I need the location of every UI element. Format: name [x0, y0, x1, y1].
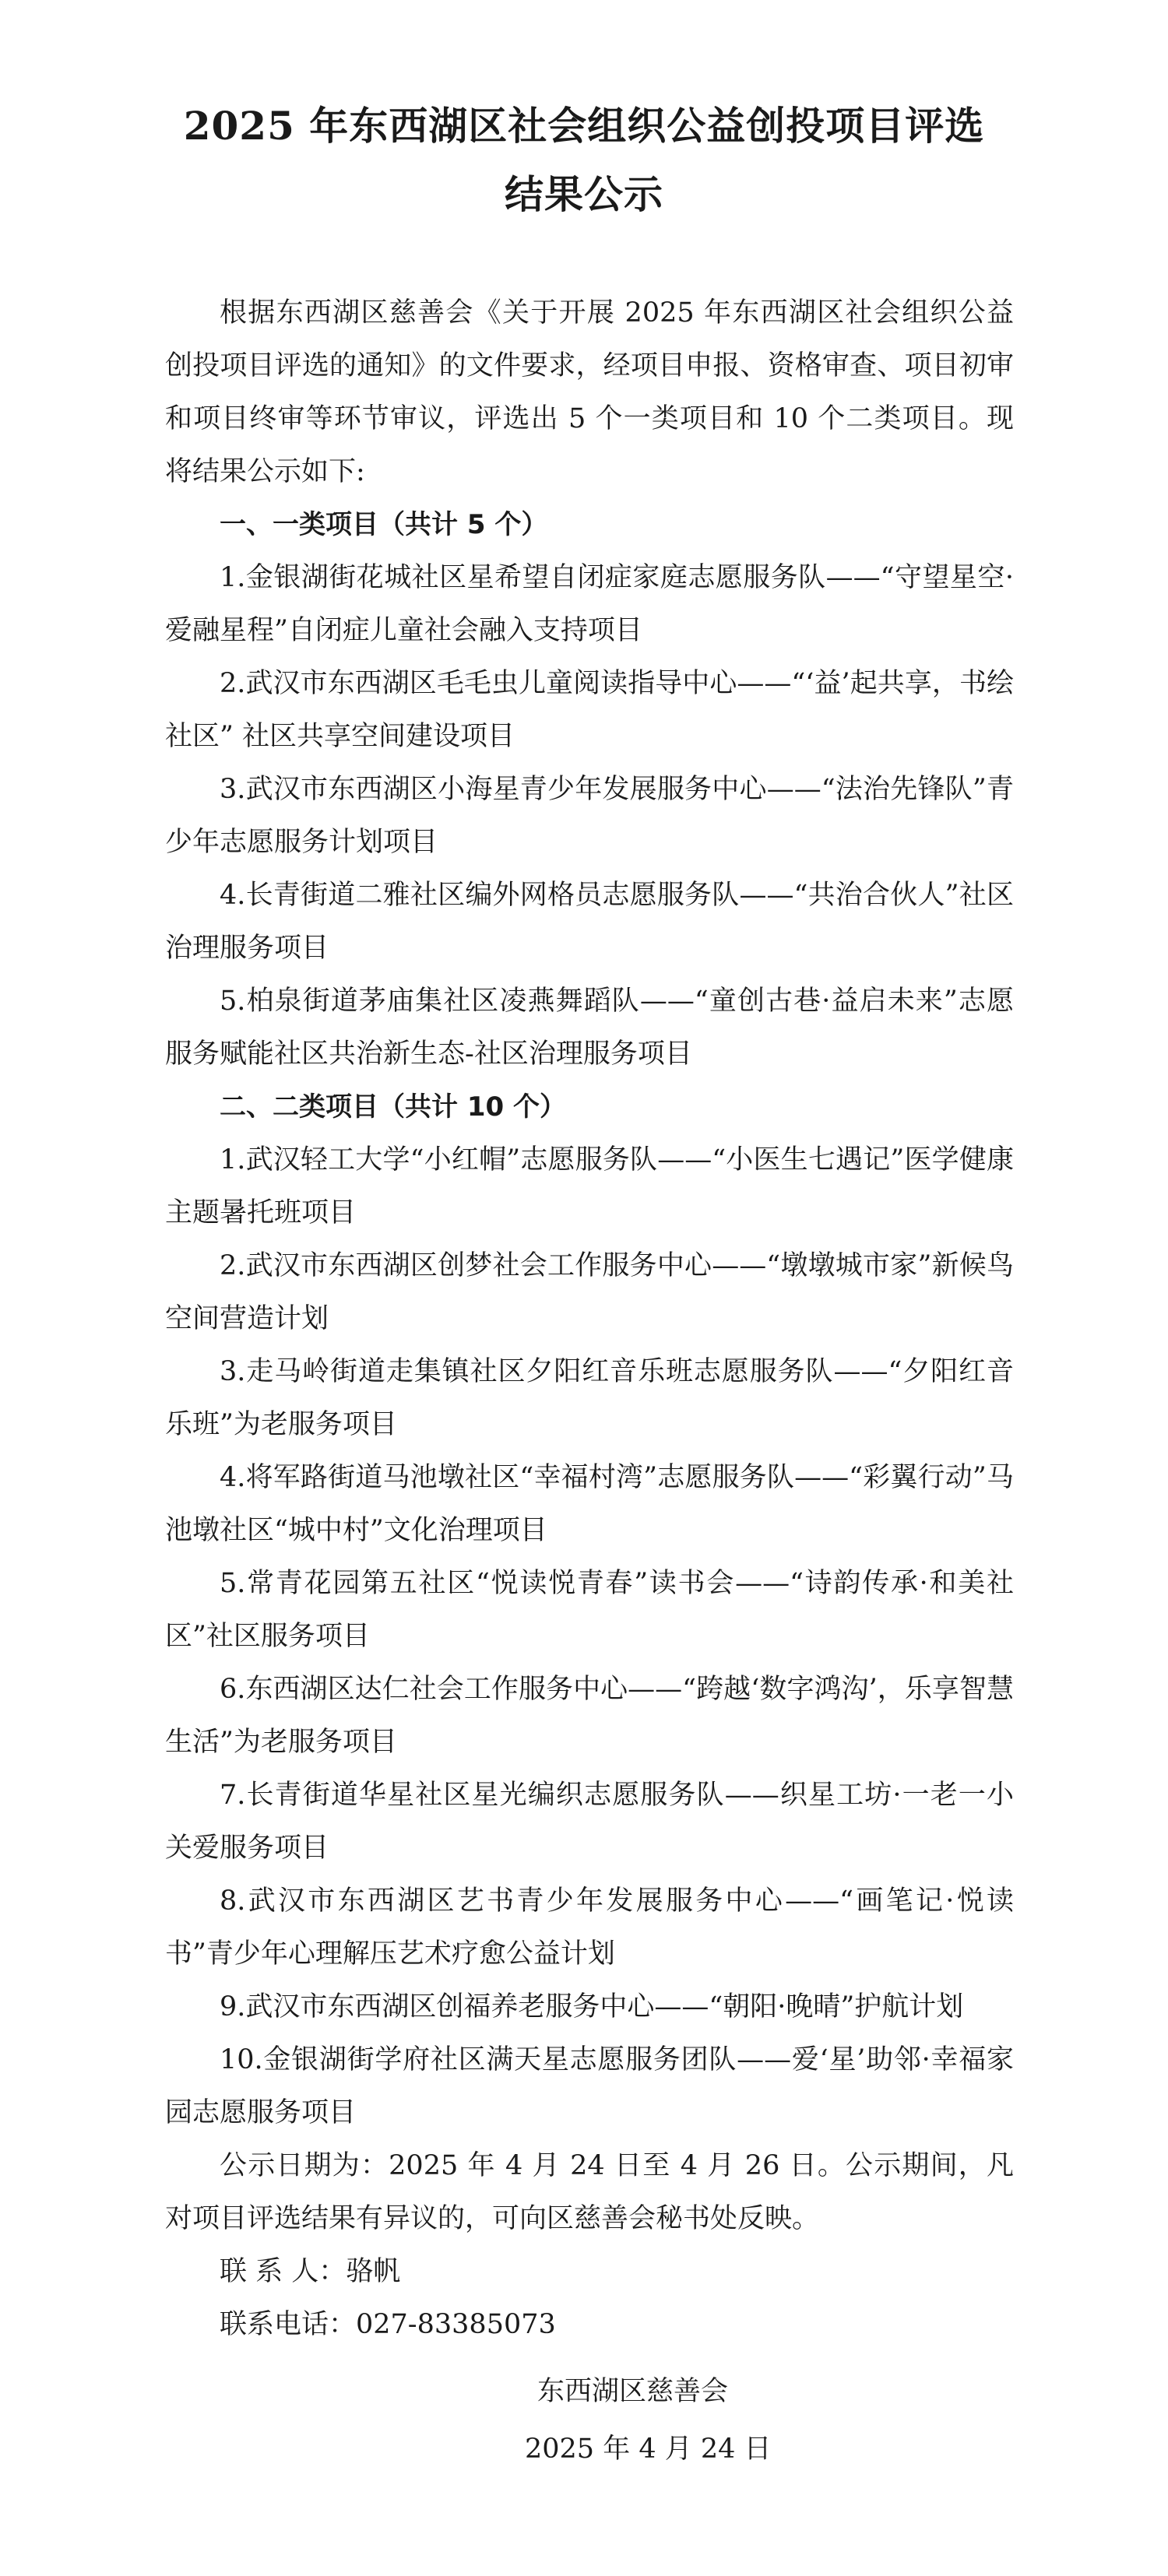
intro-paragraph: 根据东西湖区慈善会《关于开展 2025 年东西湖区社会组织公益创投项目评选的通知》的文件要求，经项目申报、资格审查、项目初审和项目终审等环节审议，评选出 5 个一类项目和 10 个二类项目。现将结果公示如下:	[165, 297, 1014, 487]
section2-item: 8.武汉市东西湖区艺书青少年发展服务中心——“画笔记·悦读书”青少年心理解压艺术疗愈公益计划	[165, 1885, 1014, 1970]
section2-item: 2.武汉市东西湖区创梦社会工作服务中心——“墩墩城市家”新候鸟空间营造计划	[165, 1250, 1014, 1334]
section2-item: 5.常青花园第五社区“悦读悦青春”读书会——“诗韵传承·和美社区”社区服务项目	[165, 1568, 1014, 1652]
document-title-line2: 结果公示	[505, 171, 663, 217]
section2-item: 10.金银湖街学府社区满天星志愿服务团队——爱‘星’助邻·幸福家园志愿服务项目	[165, 2044, 1014, 2128]
section2-item: 6.东西湖区达仁社会工作服务中心——“跨越‘数字鸿沟’，乐享智慧生活”为老服务项目	[165, 1674, 1014, 1758]
document-title-line1: 2025 年东西湖区社会组织公益创投项目评选	[183, 103, 985, 149]
signature-date: 2025 年 4 月 24 日	[525, 2434, 772, 2465]
section1-item: 5.柏泉街道茅庙集社区凌燕舞蹈队——“童创古巷·益启未来”志愿服务赋能社区共治新生态-社区治理服务项目	[165, 986, 1014, 1070]
section2-item: 7.长青街道华星社区星光编织志愿服务队——织星工坊·一老一小关爱服务项目	[165, 1780, 1014, 1864]
section1-heading: 一、一类项目（共计 5 个）	[220, 509, 548, 540]
section2-heading: 二、二类项目（共计 10 个）	[220, 1091, 566, 1123]
section1-item: 2.武汉市东西湖区毛毛虫儿童阅读指导中心——“‘益’起共享，书绘社区” 社区共享空间建设项目	[165, 668, 1014, 752]
document-body	[165, 286, 1014, 2351]
section1-item: 1.金银湖街花城社区星希望自闭症家庭志愿服务队——“守望星空·爱融星程”自闭症儿童社会融入支持项目	[165, 562, 1014, 646]
notice-paragraph: 公示日期为：2025 年 4 月 24 日至 4 月 26 日。公示期间，凡对项目评选结果有异议的，可向区慈善会秘书处反映。	[165, 2150, 1014, 2234]
signature-org: 东西湖区慈善会	[537, 2376, 729, 2407]
section2-item: 3.走马岭街道走集镇社区夕阳红音乐班志愿服务队——“夕阳红音乐班”为老服务项目	[165, 1356, 1014, 1440]
section1-item: 4.长青街道二雅社区编外网格员志愿服务队——“共治合伙人”社区治理服务项目	[165, 880, 1014, 964]
section1-item: 3.武汉市东西湖区小海星青少年发展服务中心——“法治先锋队”青少年志愿服务计划项目	[165, 774, 1014, 858]
section2-item: 1.武汉轻工大学“小红帽”志愿服务队——“小医生七遇记”医学健康主题暑托班项目	[165, 1144, 1014, 1228]
contact-person: 联 系 人：骆帆	[220, 2256, 401, 2287]
section2-item: 4.将军路街道马池墩社区“幸福村湾”志愿服务队——“彩翼行动”马池墩社区“城中村”文化治理项目	[165, 1462, 1014, 1546]
section2-item: 9.武汉市东西湖区创福养老服务中心——“朝阳·晚晴”护航计划	[220, 1991, 964, 2022]
contact-phone: 联系电话：027-83385073	[220, 2309, 556, 2340]
